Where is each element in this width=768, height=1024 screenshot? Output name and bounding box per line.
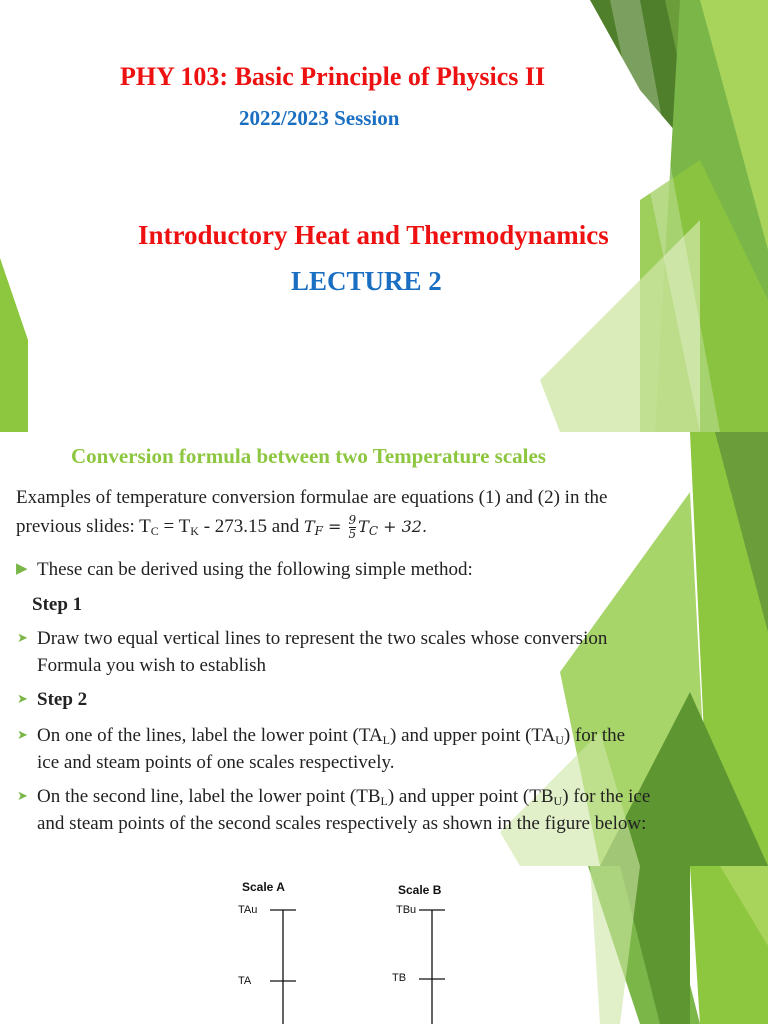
ta-mid-label: TA [238,975,252,987]
title-slide [0,0,768,432]
bullet-text: ) and upper point (TB [387,786,554,807]
ta-upper-label: TAu [238,904,258,916]
slide-heading: Conversion formula between two Temperature scales [71,444,546,468]
bullet-text: On one of the lines, label the lower point (TA [37,725,383,746]
formula-operator: = [322,517,347,536]
chevron-bullet-icon: ➤ [17,788,28,803]
fraction-numerator: 9 [348,513,357,527]
chevron-bullet-icon: ➤ [17,727,28,742]
scale-lines-figure [0,866,768,1024]
derive-bullet: These can be derived using the following simple method: [37,559,473,580]
tb-mid-label: TB [392,972,407,984]
intro-text: = T [158,516,191,537]
session-label: 2022/2023 Session [239,106,400,130]
triangle-bullet-icon: ▶ [16,561,28,577]
formula-symbol: T [303,517,315,536]
scale-figure-slide [0,866,768,1024]
intro-text: previous slides: T [16,516,151,537]
subscript-l: L [382,733,391,747]
conversion-formula-slide [0,432,768,866]
subscript-k: K [190,524,199,538]
scale-a-label: Scale A [242,880,285,894]
tb-upper-label: TBu [396,904,417,916]
fraction-denominator: 5 [348,527,357,541]
subscript-c: C [150,524,159,538]
formula-constant: + 32. [378,517,428,536]
bullet-text: On the second line, label the lower point (TB [37,786,381,807]
subscript-u: U [555,733,564,747]
formula-subscript: F [314,524,323,538]
chevron-bullet-icon: ➤ [17,630,28,645]
topic-title: Introductory Heat and Thermodynamics [138,220,609,250]
intro-line-2 [16,513,427,545]
subscript-l: L [380,794,388,808]
step-1-label: Step 1 [32,594,83,615]
lecture-number: LECTURE 2 [291,266,442,296]
course-title: PHY 103: Basic Principle of Physics II [120,62,546,91]
formula-subscript: C [368,524,379,538]
intro-line-1: Examples of temperature conversion formulae are equations (1) and (2) in the [16,487,608,508]
step-1-line-1: Draw two equal vertical lines to represent the two scales whose conversion [37,628,608,649]
step-1-line-2: Formula you wish to establish [37,655,267,676]
subscript-u: U [553,794,563,808]
step-2-bullet-1-line-2: ice and steam points of one scales respectively. [37,752,395,773]
formula-symbol: T [358,517,369,536]
scale-b-label: Scale B [398,883,442,897]
bullet-text: ) for the [563,725,626,746]
bullet-text: ) and upper point (TA [390,725,556,746]
chevron-bullet-icon: ➤ [17,691,28,706]
fraction-nine-fifths [349,514,357,541]
intro-text: - 273.15 and [198,516,304,537]
fahrenheit-formula [303,513,428,541]
step-2-label: Step 2 [37,689,88,710]
bullet-text: ) for the ice [562,786,651,807]
step-2-bullet-2-line-2: and steam points of the second scales respectively as shown in the figure below: [37,813,647,834]
